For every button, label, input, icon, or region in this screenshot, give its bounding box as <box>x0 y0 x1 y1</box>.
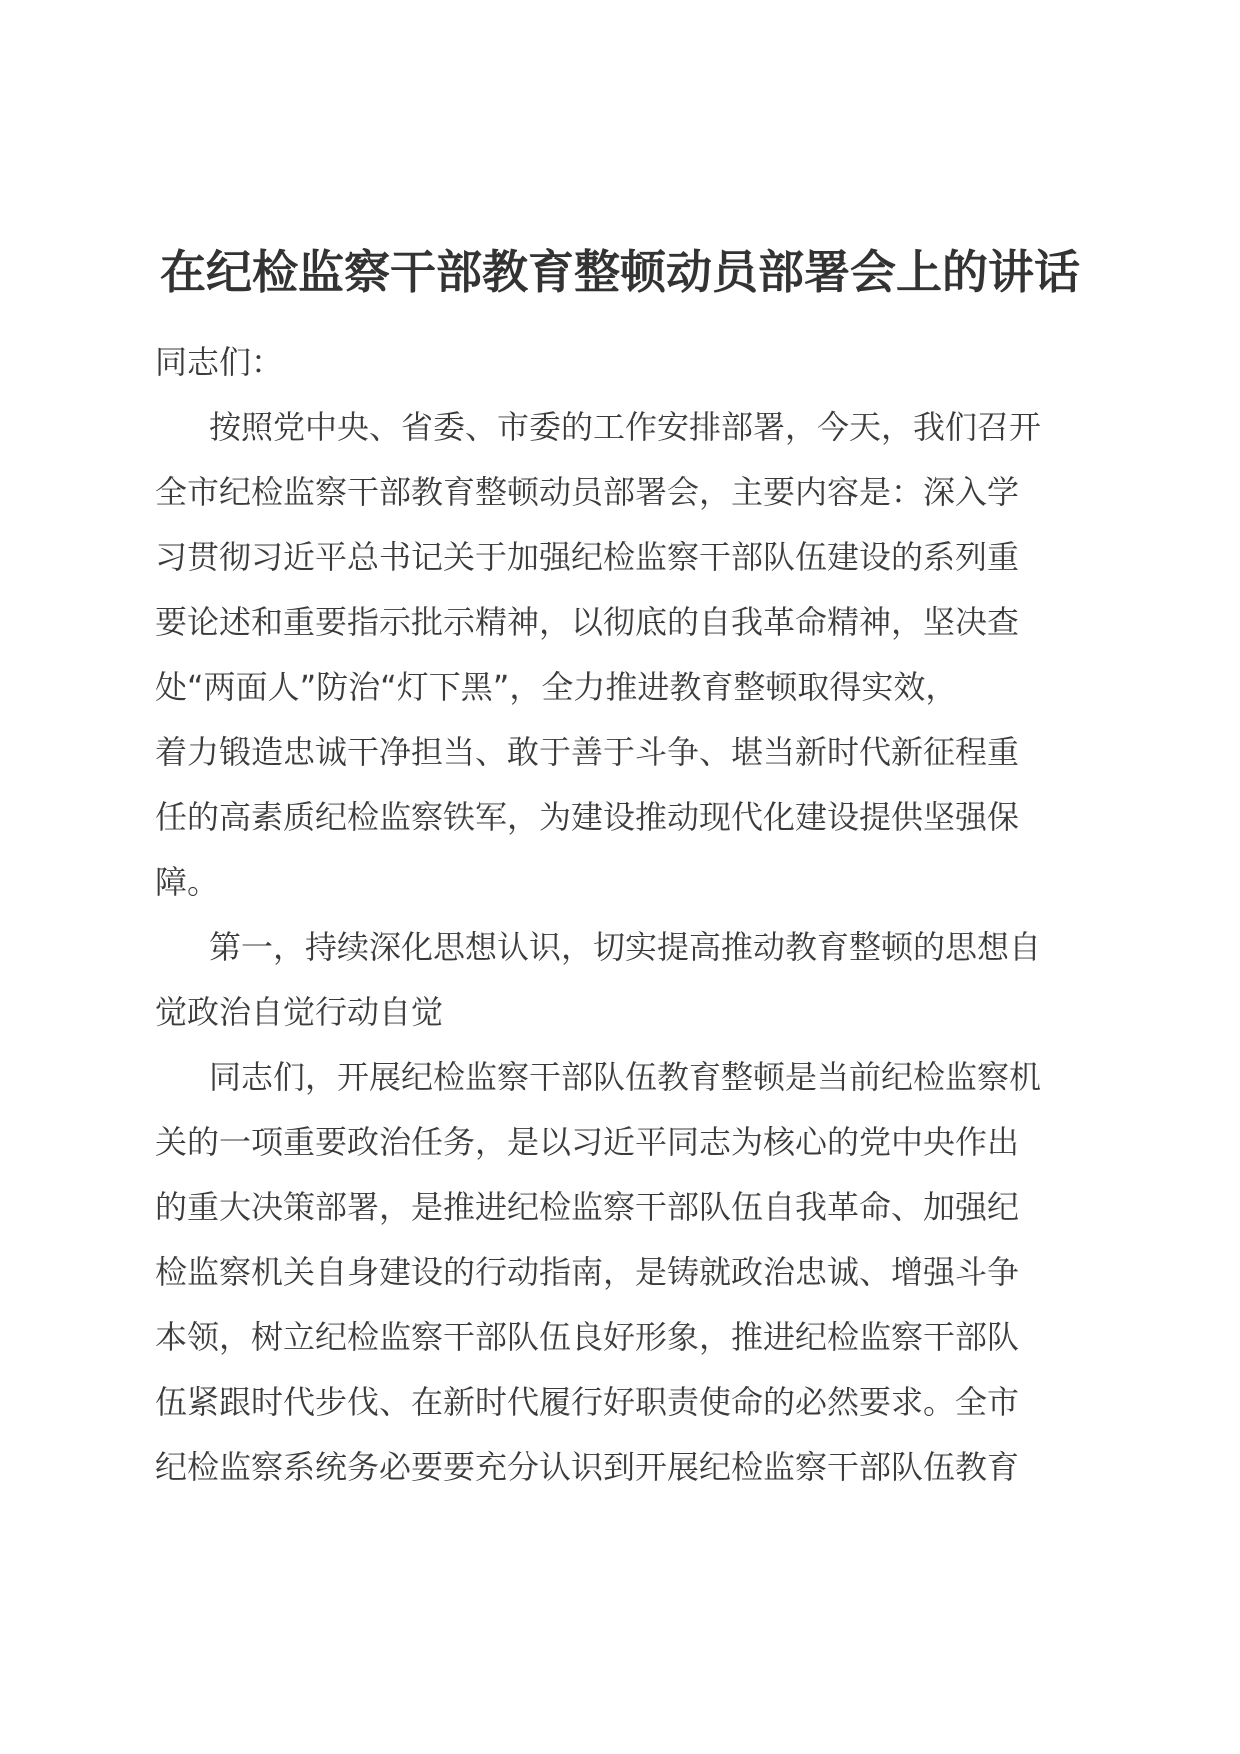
paragraph-line: 纪检监察系统务必要要充分认识到开展纪检监察干部队伍教育 <box>155 1448 1020 1486</box>
paragraph-line: 按照党中央、省委、市委的工作安排部署，今天，我们召开 <box>209 408 1042 446</box>
document-title: 在纪检监察干部教育整顿动员部署会上的讲话 <box>160 245 1080 299</box>
paragraph-line: 检监察机关自身建设的行动指南，是铸就政治忠诚、增强斗争 <box>155 1253 1020 1291</box>
paragraph-line: 关的一项重要政治任务，是以习近平同志为核心的党中央作出 <box>155 1123 1020 1161</box>
paragraph-line: 同志们，开展纪检监察干部队伍教育整顿是当前纪检监察机 <box>209 1058 1042 1096</box>
paragraph-line: 的重大决策部署，是推进纪检监察干部队伍自我革命、加强纪 <box>155 1188 1020 1226</box>
section-heading-line: 第一，持续深化思想认识，切实提高推动教育整顿的思想自 <box>209 928 1042 966</box>
paragraph-line: 本领，树立纪检监察干部队伍良好形象，推进纪检监察干部队 <box>155 1318 1020 1356</box>
paragraph-line: 障。 <box>155 863 220 901</box>
salutation-line: 同志们： <box>155 343 284 381</box>
paragraph-line: 伍紧跟时代步伐、在新时代履行好职责使命的必然要求。全市 <box>155 1383 1020 1421</box>
paragraph-line: 任的高素质纪检监察铁军，为建设推动现代化建设提供坚强保 <box>155 798 1020 836</box>
paragraph-line: 习贯彻习近平总书记关于加强纪检监察干部队伍建设的系列重 <box>155 538 1020 576</box>
section-heading-line: 觉政治自觉行动自觉 <box>155 993 444 1031</box>
paragraph-line: 要论述和重要指示批示精神，以彻底的自我革命精神，坚决查 <box>155 603 1020 641</box>
paragraph-line: 着力锻造忠诚干净担当、敢于善于斗争、堪当新时代新征程重 <box>155 733 1020 771</box>
paragraph-line: 全市纪检监察干部教育整顿动员部署会，主要内容是：深入学 <box>155 473 1020 511</box>
paragraph-line: 处“两面人”防治“灯下黑”，全力推进教育整顿取得实效， <box>155 668 958 706</box>
document-body <box>155 330 1085 1500</box>
